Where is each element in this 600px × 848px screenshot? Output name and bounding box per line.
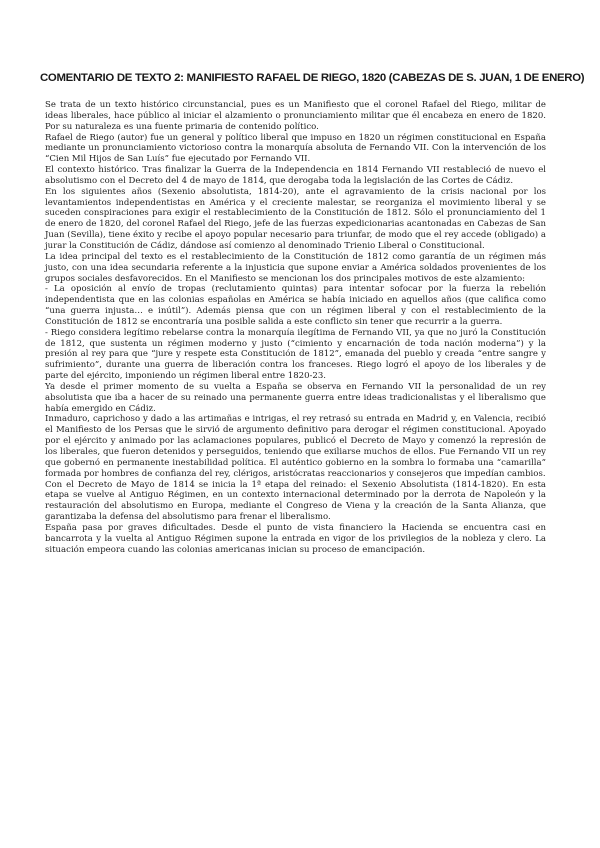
document-body	[45, 100, 546, 555]
paragraph-motive-legitimacy: - Riego considera legítimo rebelarse contra la monarquía ilegítima de Fernando VII, ya que no juró la Constitución de 1812, que sustenta un régimen moderno y justo (“cimiento y encarnación de toda nación moderna”) y la presión al rey para que “jure y respete esta Constitución de 1812”, emanada del pueblo y creada “entre sangre y sufrimiento”, durante una guerra de liberación contra los franceses. Riego logró el apoyo de los liberales y de parte del ejército, imponiendo un régimen liberal entre 1820-23.	[45, 327, 546, 382]
paragraph-intro: Se trata de un texto histórico circunstancial, pues es un Manifiesto que el coronel Rafael del Riego, militar de ideas liberales, hace público al iniciar el alzamiento o pronunciamiento militar que él encabeza en enero de 1820. Por su naturaleza es una fuente primaria de contenido político.	[45, 100, 546, 132]
paragraph-context: El contexto histórico. Tras finalizar la Guerra de la Independencia en 1814 Fernando VII restableció de nuevo el absolutismo con el Decreto del 4 de mayo de 1814, que derogaba toda la legislación de las Cortes de Cádiz.	[45, 165, 546, 186]
paragraph-decree: Con el Decreto de Mayo de 1814 se inicia la 1ª etapa del reinado: el Sexenio Absolutista (1814-1820). En esta etapa se vuelve al Antiguo Régimen, en un contexto internacional determinado por la derrota de Napoleón y la restauración del absolutismo en Europa, mediante el Congreso de Viena y la creación de la Santa Alianza, que garantizaba la defensa del absolutismo para frenar el liberalismo.	[45, 479, 546, 523]
paragraph-motive-troops: - La oposición al envío de tropas (reclutamiento quintas) para intentar sofocar por la fuerza la rebelión independentista que en las colonias españolas en América se había iniciado en aquellos años (que califica como “una guerra injusta… e inútil”). Además piensa que con un régimen liberal y con el restablecimiento de la Constitución de 1812 se encontraría una posible salida a este conflicto sin tener que recurrir a la guerra.	[45, 284, 546, 327]
paragraph-difficulties: España pasa por graves dificultades. Desde el punto de vista financiero la Hacienda se encuentra casi en bancarrota y la vuelta al Antiguo Régimen supone la entrada en vigor de los privilegios de la nobleza y clero. La situación empeora cuando las colonias americanas inician su proceso de emancipación.	[45, 522, 546, 555]
document-title: COMENTARIO DE TEXTO 2: MANIFIESTO RAFAEL DE RIEGO, 1820 (CABEZAS DE S. JUAN, 1 DE ENERO)	[40, 72, 585, 84]
paragraph-return: Ya desde el primer momento de su vuelta a España se observa en Fernando VII la personalidad de un rey absolutista que iba a hacer de su reinado una permanente guerra entre ideas tradicionalistas y el liberalismo que había emergido en Cádiz.	[45, 381, 546, 414]
paragraph-immature-king: Inmaduro, caprichoso y dado a las artimañas e intrigas, el rey retrasó su entrada en Madrid y, en Valencia, recibió el Manifiesto de los Persas que le sirvió de argumento definitivo para derogar el régimen constitucional. Apoyado por el ejército y animado por las aclamaciones populares, publicó el Decreto de Mayo y comenzó la represión de los liberales, que fueron detenidos y perseguidos, teniendo que exiliarse muchos de ellos. Fue Fernando VII un rey que gobernó en permanente inestabilidad política. El auténtico gobierno en la sombra lo formaba una “camarilla” formada por hombres de confianza del rey, clérigos, aristócratas reaccionarios y consejeros que impedían cambios.	[45, 414, 546, 479]
paragraph-main-idea: La idea principal del texto es el restablecimiento de la Constitución de 1812 como garantía de un régimen más justo, con una idea secundaria referente a la injusticia que supone enviar a América soldados provenientes de los grupos sociales desfavorecidos. En el Manifiesto se mencionan los dos principales motivos de este alzamiento:	[45, 251, 546, 284]
paragraph-sexenio: En los siguientes años (Sexenio absolutista, 1814-20), ante el agravamiento de la crisis nacional por los levantamientos independentistas en América y el creciente malestar, se reorganiza el movimiento liberal y se suceden conspiraciones para exigir el restablecimiento de la Constitución de 1812. Sólo el pronunciamiento del 1 de enero de 1820, del coronel Rafael del Riego, jefe de las fuerzas expedicionarias acantonadas en Cabezas de San Juan (Sevilla), tiene éxito y recibe el apoyo popular necesario para triunfar, de modo que el rey accede (obligado) a jurar la Constitución de Cádiz, dándose así comienzo al denominado Trienio Liberal o Constitucional.	[45, 186, 546, 251]
paragraph-author: Rafael de Riego (autor) fue un general y político liberal que impuso en 1820 un régimen constitucional en España mediante un pronunciamiento victorioso contra la monarquía absoluta de Fernando VII. Con la intervención de los “Cien Mil Hijos de San Luís” fue ejecutado por Fernando VII.	[45, 132, 546, 165]
